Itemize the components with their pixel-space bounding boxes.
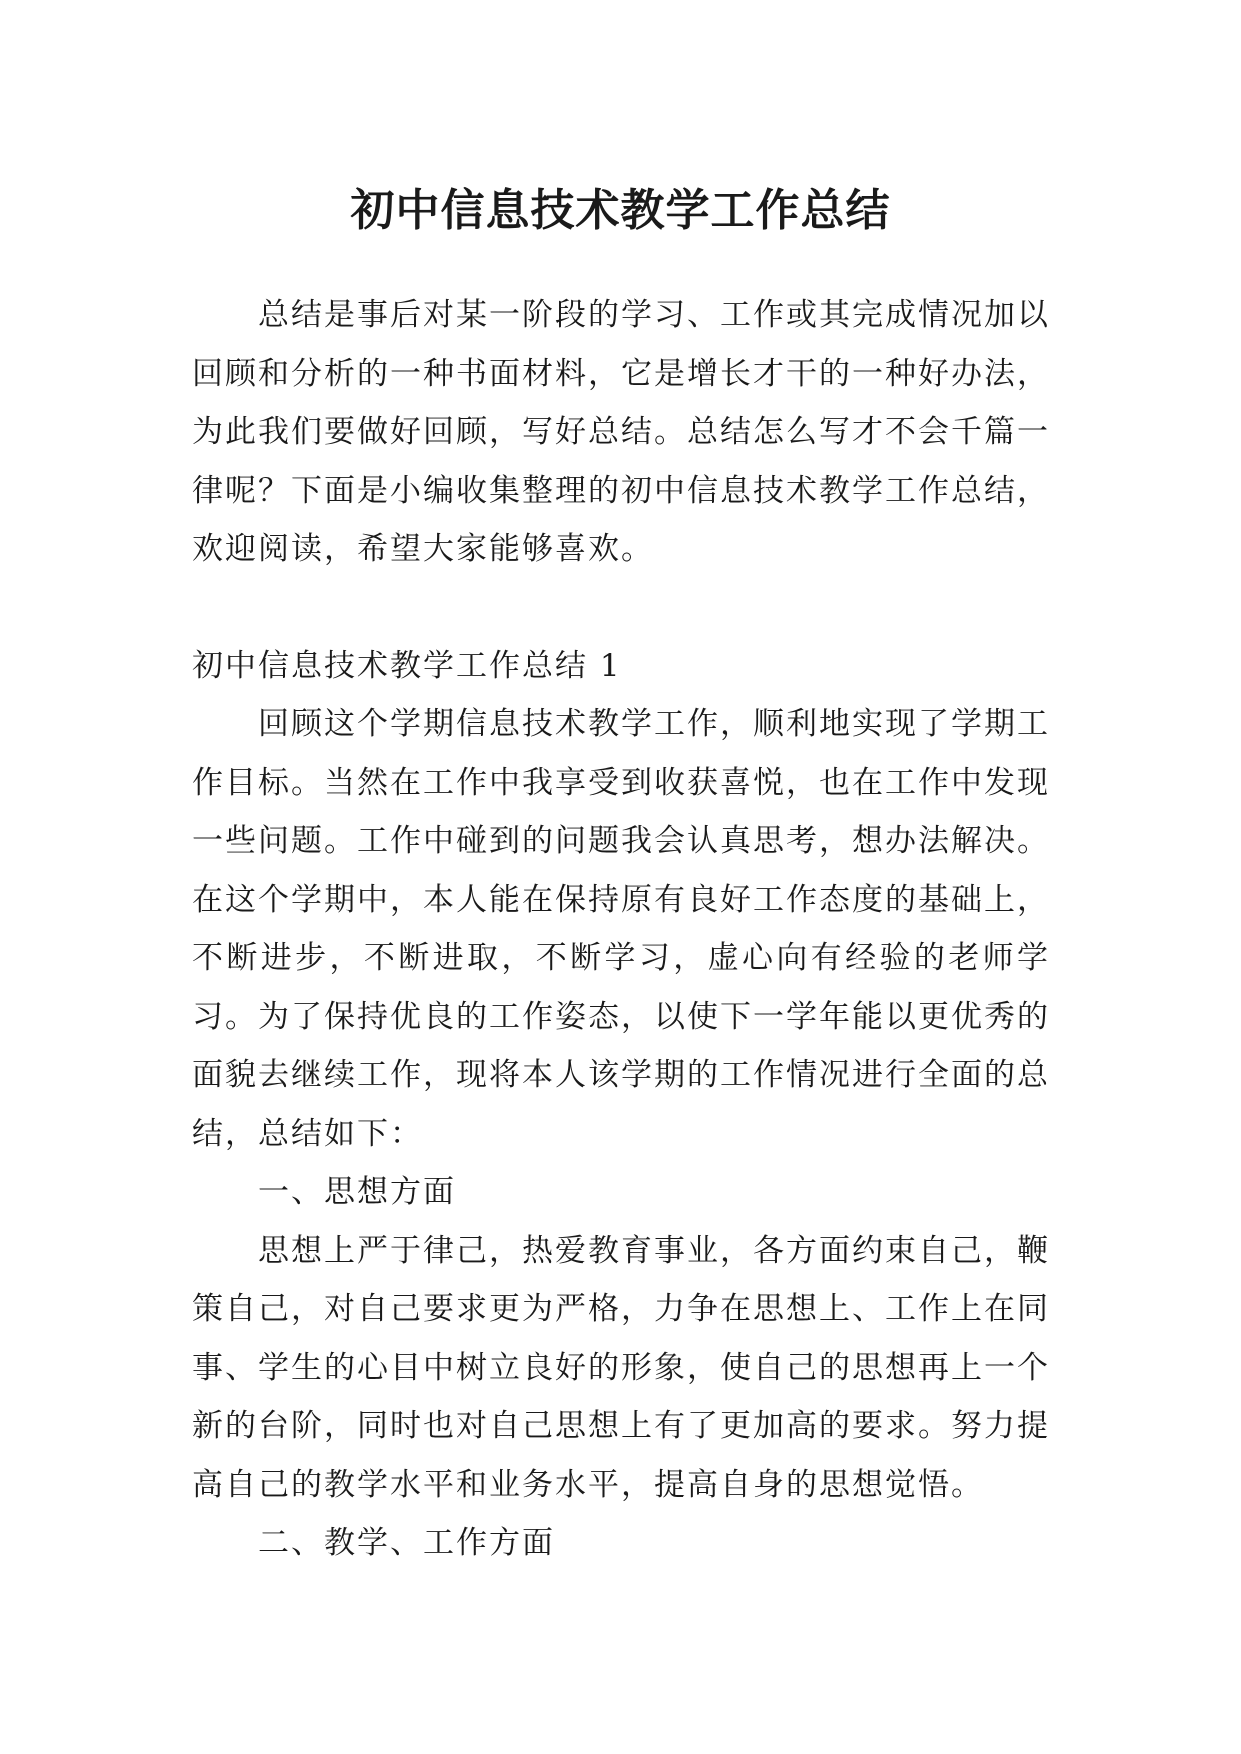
paragraph-gap — [192, 579, 1050, 637]
section-paragraph: 回顾这个学期信息技术教学工作，顺利地实现了学期工作目标。当然在工作中我享受到收获喜悦，也在工作中发现一些问题。工作中碰到的问题我会认真思考，想办法解决。在这个学期中，本人能在保持原有良好工作态度的基础上，不断进步，不断进取，不断学习，虚心向有经验的老师学习。为了保持优良的工作姿态，以使下一学年能以更优秀的面貌去继续工作，现将本人该学期的工作情况进行全面的总结，总结如下： — [192, 706, 1050, 1152]
document-body — [192, 286, 1050, 1573]
section-heading: 初中信息技术教学工作总结 1 — [192, 647, 622, 684]
point-heading-teaching: 二、教学、工作方面 — [258, 1525, 555, 1561]
intro-paragraph: 总结是事后对某一阶段的学习、工作或其完成情况加以回顾和分析的一种书面材料，它是增长才干的一种好办法，为此我们要做好回顾，写好总结。总结怎么写才不会千篇一律呢？下面是小编收集整理的初中信息技术教学工作总结，欢迎阅读，希望大家能够喜欢。 — [192, 297, 1050, 567]
document-title: 初中信息技术教学工作总结 — [350, 185, 891, 237]
point-heading-thought: 一、思想方面 — [258, 1174, 456, 1210]
point-paragraph-thought: 思想上严于律己，热爱教育事业，各方面约束自己，鞭策自己，对自己要求更为严格，力争在思想上、工作上在同事、学生的心目中树立良好的形象，使自己的思想再上一个新的台阶，同时也对自己思想上有了更加高的要求。努力提高自己的教学水平和业务水平，提高自身的思想觉悟。 — [192, 1232, 1050, 1503]
